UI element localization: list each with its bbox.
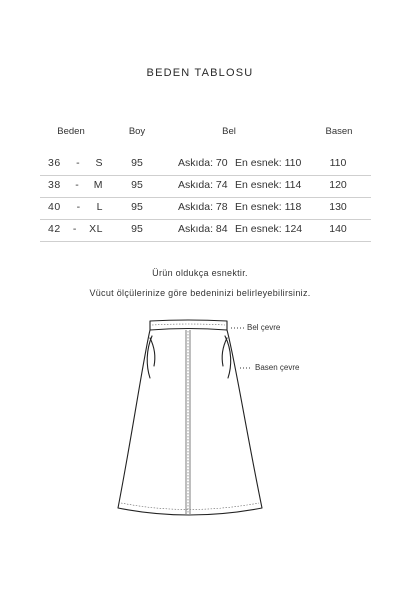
- bel-cevre-label: Bel çevre: [247, 323, 281, 332]
- boy-cell: 95: [131, 179, 143, 191]
- size-number: 38: [48, 179, 61, 191]
- waistband-outline: [150, 320, 227, 330]
- size-dash: -: [72, 223, 77, 235]
- basen-cevre-label: Basen çevre: [255, 363, 300, 372]
- note-measure: Vücut ölçülerinize göre bedeninizi belirleyebilirsiniz.: [89, 288, 311, 298]
- size-letter: XL: [89, 223, 103, 235]
- bel-esnek-cell: En esnek: 114: [235, 179, 302, 191]
- boy-cell: 95: [131, 157, 143, 169]
- basen-cell: 120: [329, 179, 347, 191]
- size-letter: L: [96, 201, 103, 213]
- size-number: 40: [48, 201, 61, 213]
- size-letter: S: [95, 157, 103, 169]
- header-bel: Bel: [222, 126, 236, 137]
- right-pocket-opening: [222, 338, 227, 366]
- header-beden: Beden: [57, 126, 85, 137]
- bel-askida-cell: Askıda: 70: [178, 157, 228, 169]
- basen-cell: 110: [329, 157, 347, 169]
- page-title: BEDEN TABLOSU: [146, 67, 254, 79]
- size-letter: M: [93, 179, 103, 191]
- boy-cell: 95: [131, 201, 143, 213]
- basen-cell: 140: [329, 223, 347, 235]
- bel-askida-cell: Askıda: 74: [178, 179, 228, 191]
- boy-cell: 95: [131, 223, 143, 235]
- bel-askida-cell: Askıda: 84: [178, 223, 228, 235]
- left-pocket-opening: [150, 338, 155, 366]
- size-dash: -: [76, 157, 81, 169]
- waistband-stitch: [152, 324, 225, 325]
- basen-cell: 130: [329, 201, 347, 213]
- bel-esnek-cell: En esnek: 118: [235, 201, 302, 213]
- header-basen: Basen: [325, 126, 353, 137]
- bel-esnek-cell: En esnek: 110: [235, 157, 302, 169]
- size-dash: -: [75, 179, 80, 191]
- note-elastic: Ürün oldukça esnektir.: [152, 268, 248, 278]
- bel-esnek-cell: En esnek: 124: [235, 223, 303, 235]
- bel-askida-cell: Askıda: 78: [178, 201, 228, 213]
- size-dash: -: [76, 201, 81, 213]
- header-boy: Boy: [128, 126, 146, 137]
- size-number: 42: [48, 223, 61, 235]
- size-number: 36: [48, 157, 61, 169]
